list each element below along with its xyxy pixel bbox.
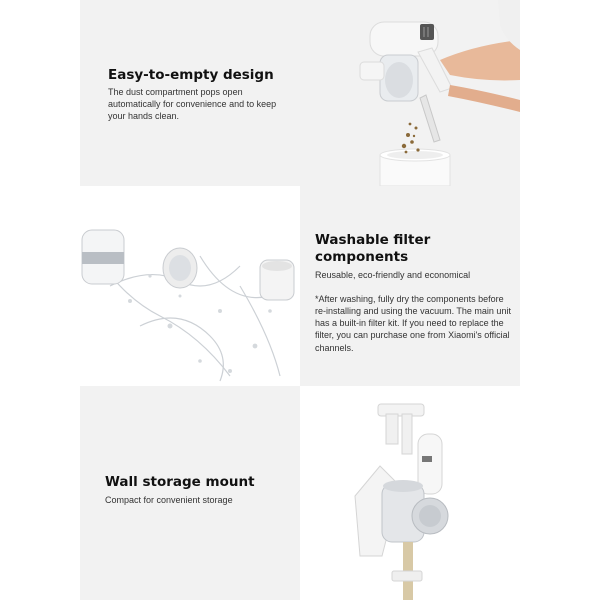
section-2-image-panel	[80, 186, 300, 386]
vacuum-emptying-image	[300, 0, 520, 186]
section-1-body: The dust compartment pops open automatically for convenience and to keep your hands clean.	[108, 87, 277, 122]
washable-filters-image	[80, 186, 300, 386]
section-1-text-panel	[80, 0, 300, 186]
section-1-title: Easy-to-empty design	[108, 67, 274, 83]
section-3-body: Compact for convenient storage	[105, 495, 233, 505]
section-3-text-panel	[80, 386, 300, 600]
section-2-subtitle: Reusable, eco-friendly and economical	[315, 270, 471, 280]
section-3-title: Wall storage mount	[105, 474, 255, 490]
section-2-title-line-2: components	[315, 249, 409, 265]
section-2-note: *After washing, fully dry the components before re-installing and using the vacuum. The main unit has a built-in filter kit. If you need to replace the filter, you can purchase one from Xiaomi's official channels.	[315, 294, 511, 353]
section-3-image-panel	[300, 386, 520, 600]
section-2-text-panel	[300, 186, 520, 386]
wall-mount-vacuum-image	[300, 386, 520, 600]
section-2-title-line-1: Washable filter	[315, 232, 431, 248]
section-1-image-panel	[300, 0, 520, 186]
